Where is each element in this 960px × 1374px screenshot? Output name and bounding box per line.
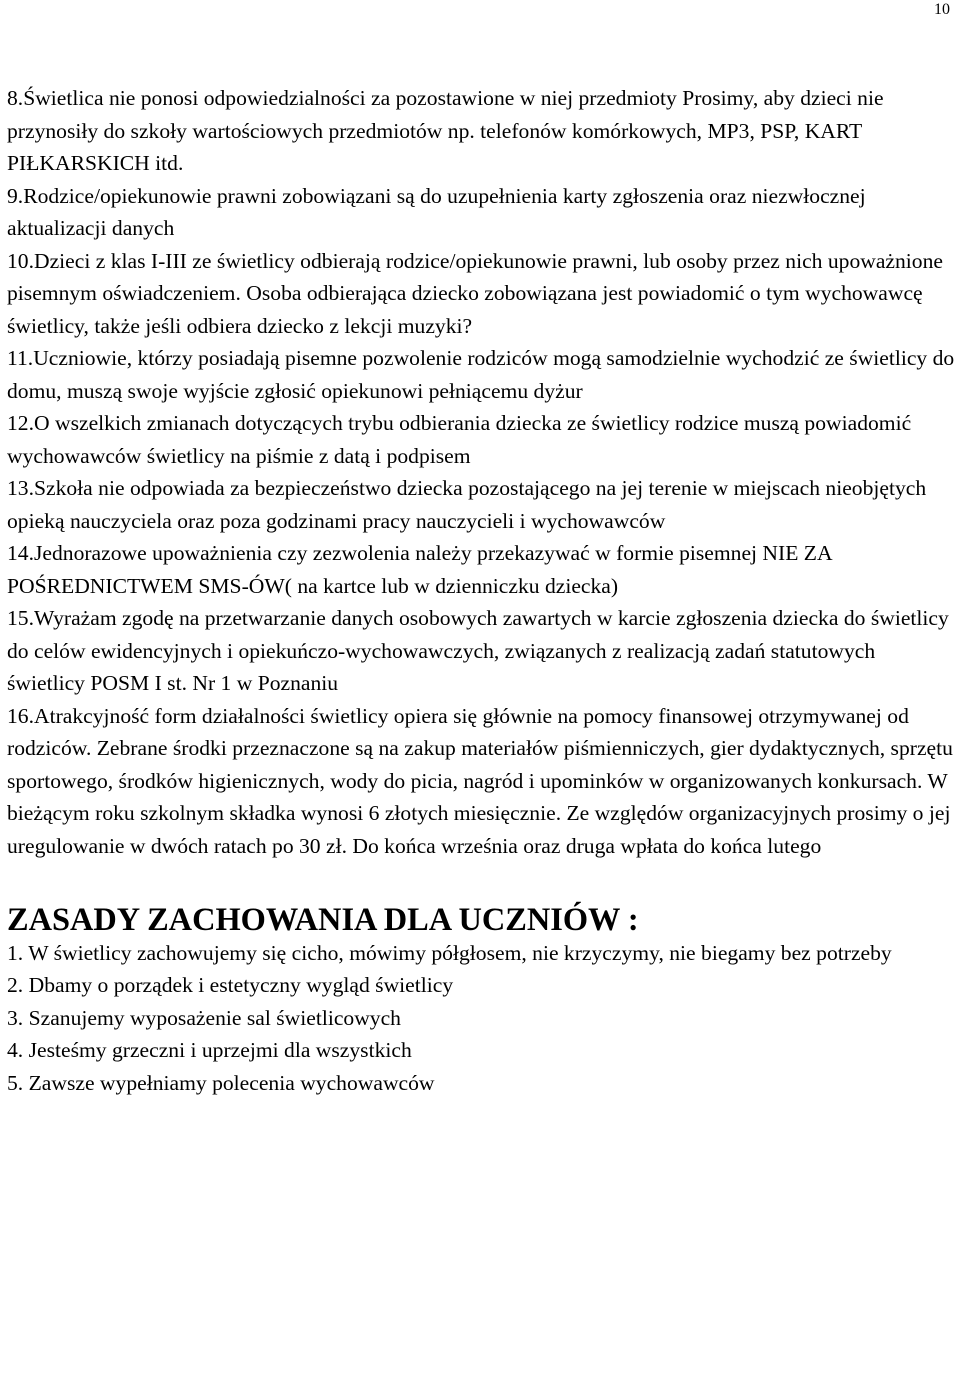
regulation-item-10: 10.Dzieci z klas I-III ze świetlicy odbierają rodzice/opiekunowie prawni, lub osoby przez nich upoważnione pisemnym oświadczeniem. Osoba odbierająca dziecko zobowiązana jest powiadomić o tym wychowawcę świetlicy, także jeśli odbiera dziecko z lekcji muzyki?	[7, 248, 943, 338]
regulation-item-16: 16.Atrakcyjność form działalności świetlicy opiera się głównie na pomocy finansowej otrzymywanej od rodziców. Zebrane środki przeznaczone są na zakup materiałów piśmienniczych, gier dydaktycznych, sprzętu sportowego, środków higienicznych, wody do picia, nagród i upominków w organizowanych konkursach. W bieżącym roku szkolnym składka wynosi 6 złotych miesięcznie. Ze względów organizacyjnych prosimy o jej uregulowanie w dwóch ratach po 30 zł. Do końca września oraz druga wpłata do końca lutego	[7, 703, 953, 858]
regulation-item-9: 9.Rodzice/opiekunowie prawni zobowiązani są do uzupełnienia karty zgłoszenia oraz niezwłocznej aktualizacji danych	[7, 183, 866, 240]
regulation-item-15: 15.Wyrażam zgodę na przetwarzanie danych osobowych zawartych w karcie zgłoszenia dziecka do świetlicy do celów ewidencyjnych i opiekuńczo-wychowawczych, związanych z realizacją zadań statutowych świetlicy POSM I st. Nr 1 w Poznaniu	[7, 606, 949, 695]
rules-list	[7, 937, 957, 1100]
regulation-item-12: 12.O wszelkich zmianach dotyczących trybu odbierania dziecka ze świetlicy rodzice muszą powiadomić wychowawców świetlicy na piśmie z datą i podpisem	[7, 411, 912, 468]
page-number: 10	[934, 1, 950, 18]
rule-item-4: 4. Jesteśmy grzeczni i uprzejmi dla wszystkich	[7, 1038, 412, 1062]
rule-item-3: 3. Szanujemy wyposażenie sal świetlicowych	[7, 1005, 401, 1030]
rule-item-2: 2. Dbamy o porządek i estetyczny wygląd świetlicy	[7, 973, 454, 997]
regulations-list	[7, 82, 957, 862]
rules-heading: ZASADY ZACHOWANIA DLA UCZNIÓW :	[7, 902, 639, 938]
regulation-item-14: 14.Jednorazowe upoważnienia czy zezwolenia należy przekazywać w formie pisemnej NIE ZA POŚREDNICTWEM SMS-ÓW( na kartce lub w dzienniczku dziecka)	[7, 541, 832, 598]
document-body	[7, 82, 957, 1099]
regulation-item-13: 13.Szkoła nie odpowiada za bezpieczeństwo dziecka pozostającego na jej terenie w miejscach nieobjętych opieką nauczyciela oraz poza godzinami pracy nauczycieli i wychowawców	[7, 476, 927, 533]
rule-item-1: 1. W świetlicy zachowujemy się cicho, mówimy półgłosem, nie krzyczymy, nie biegamy bez potrzeby	[7, 940, 892, 965]
regulation-item-11: 11.Uczniowie, którzy posiadają pisemne pozwolenie rodziców mogą samodzielnie wychodzić ze świetlicy do domu, muszą swoje wyjście zgłosić opiekunowi pełniącemu dyżur	[7, 346, 955, 403]
rule-item-5: 5. Zawsze wypełniamy polecenia wychowawców	[7, 1070, 435, 1095]
regulation-item-8: 8.Świetlica nie ponosi odpowiedzialności za pozostawione w niej przedmioty Prosimy, aby dzieci nie przynosiły do szkoły wartościowych przedmiotów np. telefonów komórkowych, MP3, PSP, KART PIŁKARSKICH itd.	[7, 86, 884, 175]
